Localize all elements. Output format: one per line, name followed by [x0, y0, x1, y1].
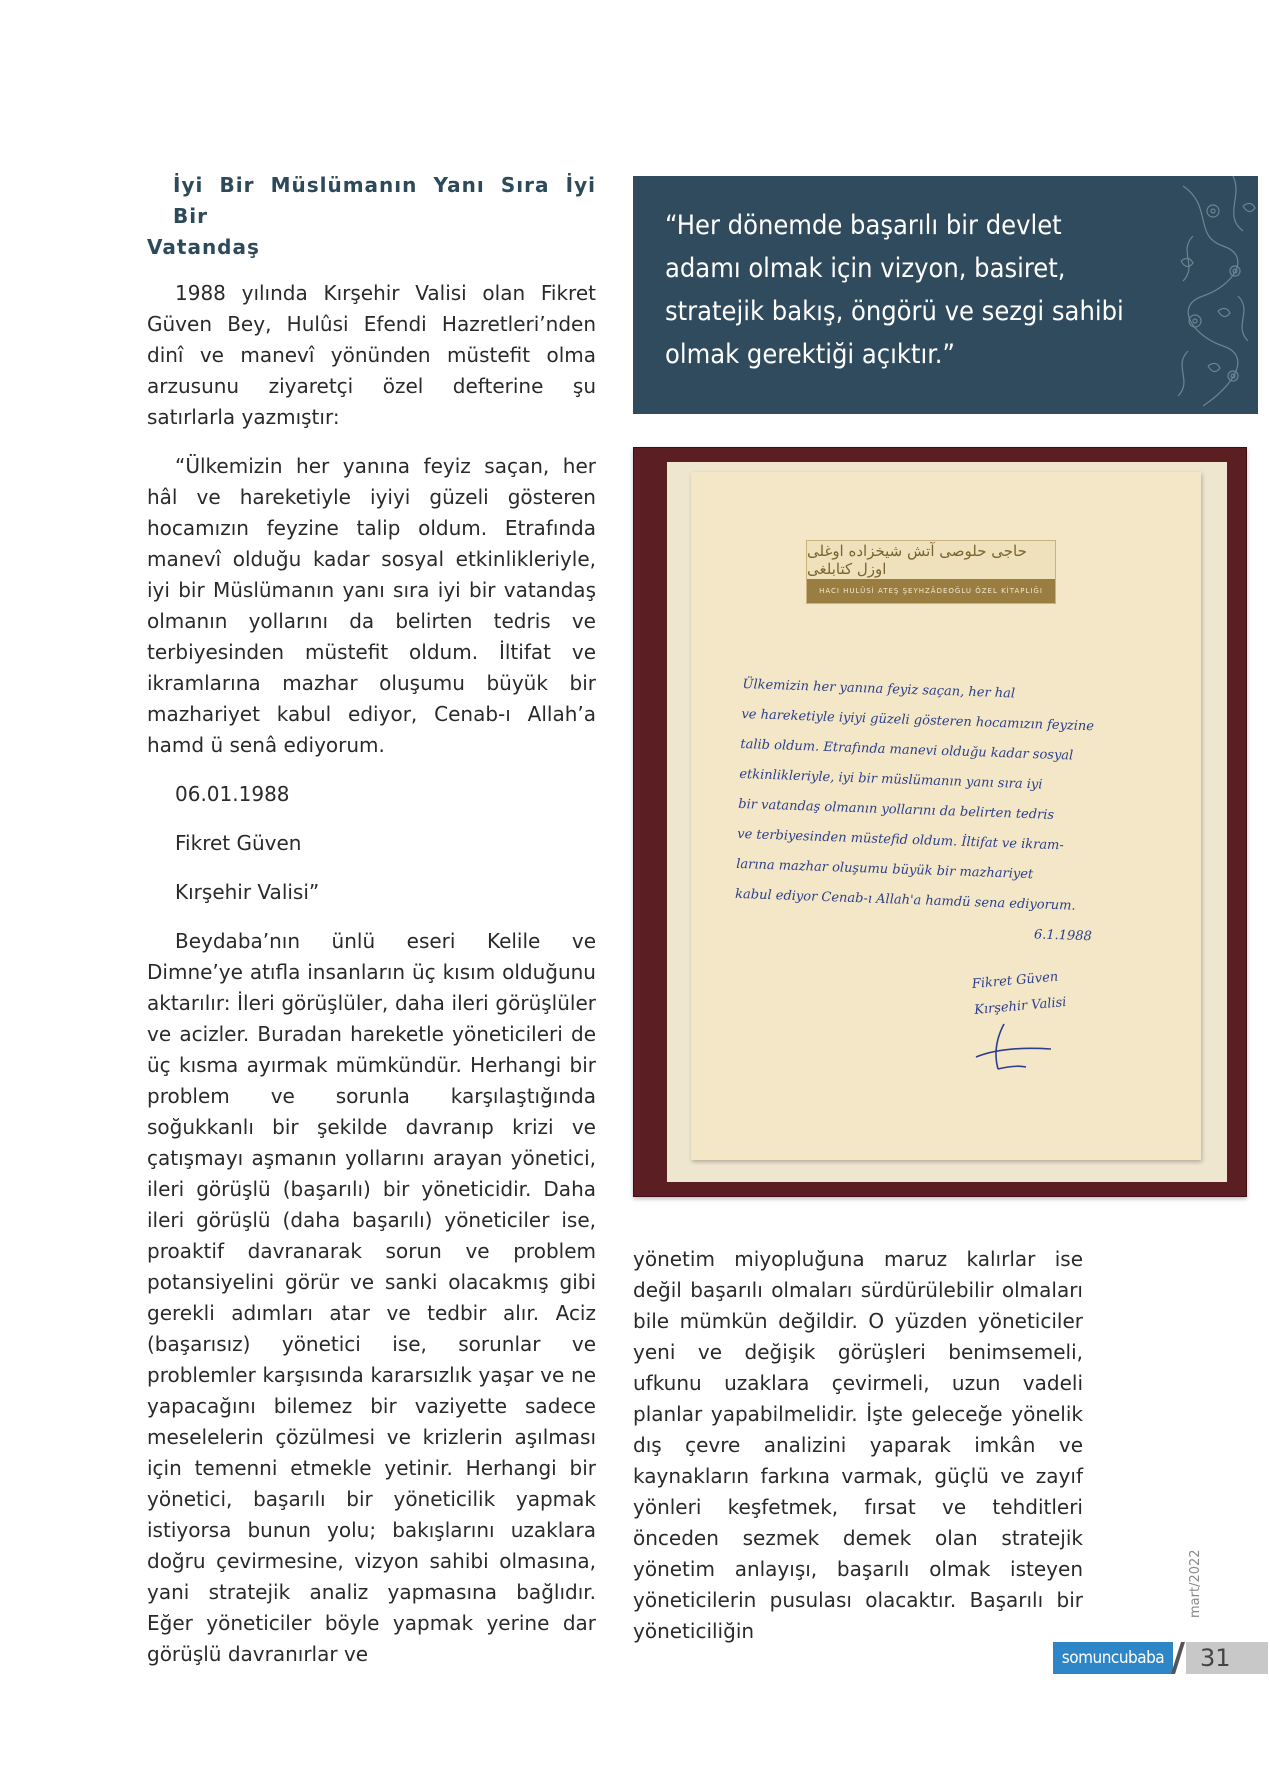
handwriting-line: bir vatandaş olmanın yollarını da belirten tedris: [738, 796, 1055, 823]
body-paragraph-continued: yönetim miyopluğuna maruz kalırlar ise değil başarılı olmaları sürdürülebilir olmaları bile mümkün değildir. O yüzden yöneticiler yeni ve değişik görüşleri benimsemeli, ufkunu uzaklara çevirmeli, uzun vadeli planlar yapabilmelidir. İşte geleceğe yönelik dış çevre analizini yaparak imkân ve kaynakların farkına varmak, güçlü ve zayıf yönleri keşfetmek, fırsat ve tehditleri önceden sezmek demek olan stratejik yönetim anlayışı, başarılı olmak isteyen yöneticilerin pusulası olacaktır. Başarılı bir yöneticiliğin: [633, 1247, 1083, 1643]
framed-letter-photo: [633, 447, 1247, 1197]
handwriting-line: kabul ediyor Cenab-ı Allah'a hamdü sena ediyorum.: [734, 886, 1076, 914]
handwritten-signature-block: [971, 964, 1068, 1024]
handwriting-line: Ülkemizin her yanına feyiz saçan, her hal: [742, 676, 1016, 702]
slash-divider-icon: [1171, 1642, 1185, 1674]
quote-author-title: Kırşehir Valisi”: [175, 880, 320, 904]
floral-pattern-icon: [1173, 176, 1258, 414]
pull-quote-box: [633, 176, 1258, 414]
stamp-banner: HACI HULÛSİ ATEŞ ŞEYHZÂDEOĞLU ÖZEL KİTAPLIĞI: [807, 579, 1055, 603]
pull-quote-text: “Her dönemde başarılı bir devlet adamı olmak için vizyon, basiret, stratejik bakış, öngörü ve sezgi sahibi olmak gerektiği açıktır.”: [665, 210, 1124, 370]
quote-date: 06.01.1988: [175, 782, 290, 806]
handwritten-text: [734, 670, 1193, 956]
page-number: 31: [1186, 1642, 1268, 1674]
intro-paragraph: 1988 yılında Kırşehir Valisi olan Fikret Güven Bey, Hulûsi Efendi Hazretleri’nden dinî ve manevî yönünden müstefit olma arzusunu ziyaretçi özel defterine şu satırlarla yazmıştır:: [147, 281, 596, 429]
library-stamp: [806, 540, 1056, 604]
handwriting-date: 6.1.1988: [1033, 927, 1093, 945]
page-footer: [1053, 1638, 1263, 1676]
visitor-quote: “Ülkemizin her yanına feyiz saçan, her hâl ve hareketiyle iyiyi güzeli gösteren hocamızın feyzine talip oldum. Etrafında manevî olduğu kadar sosyal etkinlikleriyle, iyi bir Müslümanın yanı sıra iyi bir vatandaş olmanın yollarını da belirten tedris ve terbiyesinden müstefit oldum. İltifat ve ikramlarına mazhar oluşumu büyük bir mazhariyet kabul ediyor, Cenab-ı Allah’a hamd ü senâ ediyorum.: [147, 454, 596, 757]
quote-author: Fikret Güven: [175, 831, 302, 855]
right-column: [633, 1244, 1083, 1665]
handwriting-line: larına mazhar oluşumu büyük bir mazhariyet: [735, 856, 1034, 883]
signature-scrawl-icon: [946, 1019, 1066, 1079]
left-column: [147, 170, 596, 1688]
section-heading: [147, 170, 596, 263]
handwriting-line: ve hareketiyle iyiyi güzeli gösteren hocamızın feyzine: [741, 706, 1095, 735]
handwritten-signature-title: Kırşehir Valisi: [973, 994, 1067, 1018]
handwriting-line: ve terbiyesinden müstefid oldum. İltifat ve ikram-: [736, 826, 1065, 854]
handwritten-signature-name: Fikret Güven: [971, 969, 1059, 993]
magazine-brand: somuncubaba: [1053, 1642, 1173, 1674]
letter-paper: [691, 472, 1201, 1160]
section-heading-line2: Vatandaş: [147, 235, 260, 259]
body-paragraph: Beydaba’nın ünlü eseri Kelile ve Dimne’ye atıfla insanların üç kısım olduğunu aktarılır: İleri görüşlüler, daha ileri görüşlüler ve acizler. Buradan hareketle yöneticileri de üç kısma ayırmak mümkündür. Herhangi bir problem ve sorunla karşılaştığında soğukkanlı bir şekilde davranıp krizi ve çatışmayı aşmanın yollarını arayan yönetici, ileri görüşlü (başarılı) bir yöneticidir. Daha ileri görüşlü (daha başarılı) yöneticiler ise, proaktif davranarak sorun ve problem potansiyelini görür ve sanki olacakmış gibi gerekli adımları atar ve tedbir alır. Aciz (başarısız) yönetici ise, sorunlar ve problemler karşısında kararsızlık yaşar ve ne yapacağını bilemez bir vaziyette sadece meselelerin çözülmesi ve krizlerin aşılması için temenni etmekle yetinir. Herhangi bir yönetici, başarılı bir yöneticilik yapmak istiyorsa bunun yolu; bakışlarını uzaklara doğru çevirmesine, vizyon sahibi olmasına, yani stratejik analiz yapmasına bağlıdır. Eğer yöneticiler böyle yapmak yerine dar görüşlü davranırlar ve: [147, 929, 596, 1666]
issue-date: mart/2022: [1188, 1549, 1203, 1618]
stamp-arabic-text: حاجی حلوصی آتش شیخزاده اوغلی اوزل کتابلغی: [807, 542, 1027, 578]
section-heading-line1: İyi Bir Müslümanın Yanı Sıra İyi Bir: [173, 173, 596, 228]
letter-mat: [667, 462, 1227, 1182]
handwriting-line: etkinlikleriyle, iyi bir müslümanın yanı sıra iyi: [739, 766, 1043, 793]
handwriting-line: talib oldum. Etrafında manevi olduğu kadar sosyal: [740, 736, 1074, 764]
